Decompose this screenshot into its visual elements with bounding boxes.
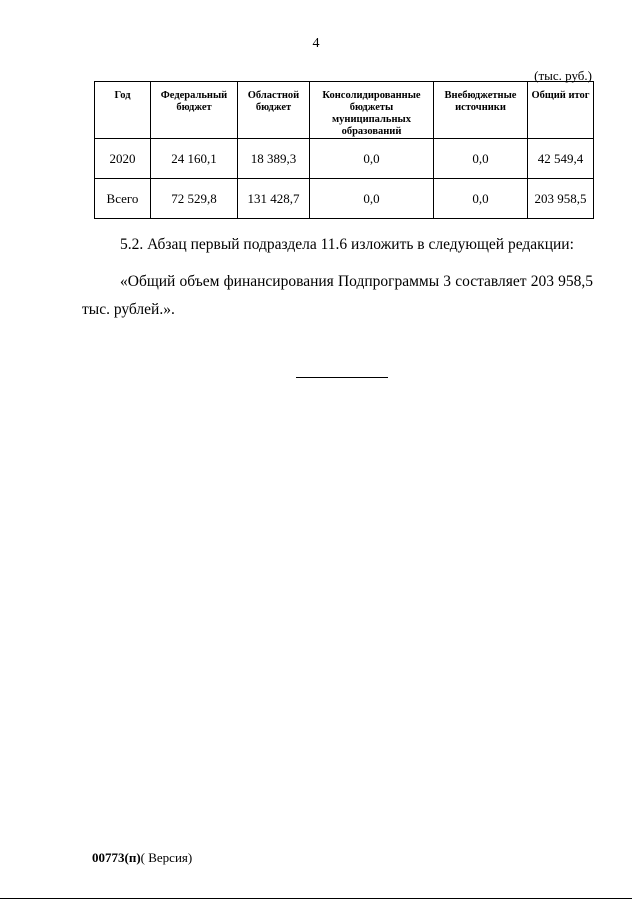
- bottom-rule: [0, 898, 632, 899]
- header-federal-budget: Федеральный бюджет: [151, 82, 238, 139]
- divider-line: [296, 377, 388, 378]
- header-extrabudgetary-sources: Внебюджетные источники: [434, 82, 528, 139]
- footer-code: 00773(п): [92, 850, 141, 865]
- cell-municipal: 0,0: [310, 139, 434, 179]
- page-number: 4: [312, 36, 320, 51]
- cell-regional: 18 389,3: [238, 139, 310, 179]
- cell-municipal: 0,0: [310, 179, 434, 219]
- cell-extrabudgetary: 0,0: [434, 179, 528, 219]
- units-note: (тыс. руб.): [534, 68, 592, 83]
- table-header-row: [95, 82, 594, 139]
- cell-total: 203 958,5: [528, 179, 594, 219]
- cell-year: 2020: [95, 139, 151, 179]
- paragraph-amendment: 5.2. Абзац первый подраздела 11.6 изложить в следующей редакции:: [120, 236, 574, 253]
- cell-year: Всего: [95, 179, 151, 219]
- paragraph-new-text: «Общий объем финансирования Подпрограммы 3 составляет 203 958,5 тыс. рублей.».: [82, 273, 593, 318]
- header-regional-budget: Областной бюджет: [238, 82, 310, 139]
- header-municipal-budgets: Консолидированные бюджеты муниципальных образований: [310, 82, 434, 139]
- header-year: Год: [95, 82, 151, 139]
- cell-total: 42 549,4: [528, 139, 594, 179]
- cell-extrabudgetary: 0,0: [434, 139, 528, 179]
- cell-regional: 131 428,7: [238, 179, 310, 219]
- table-row: [95, 179, 594, 219]
- cell-federal: 24 160,1: [151, 139, 238, 179]
- footer-version: ( Версия): [140, 850, 193, 865]
- table-row: [95, 139, 594, 179]
- cell-federal: 72 529,8: [151, 179, 238, 219]
- header-total: Общий итог: [528, 82, 594, 139]
- financing-table: [94, 81, 594, 219]
- footer-document-code: [92, 850, 192, 866]
